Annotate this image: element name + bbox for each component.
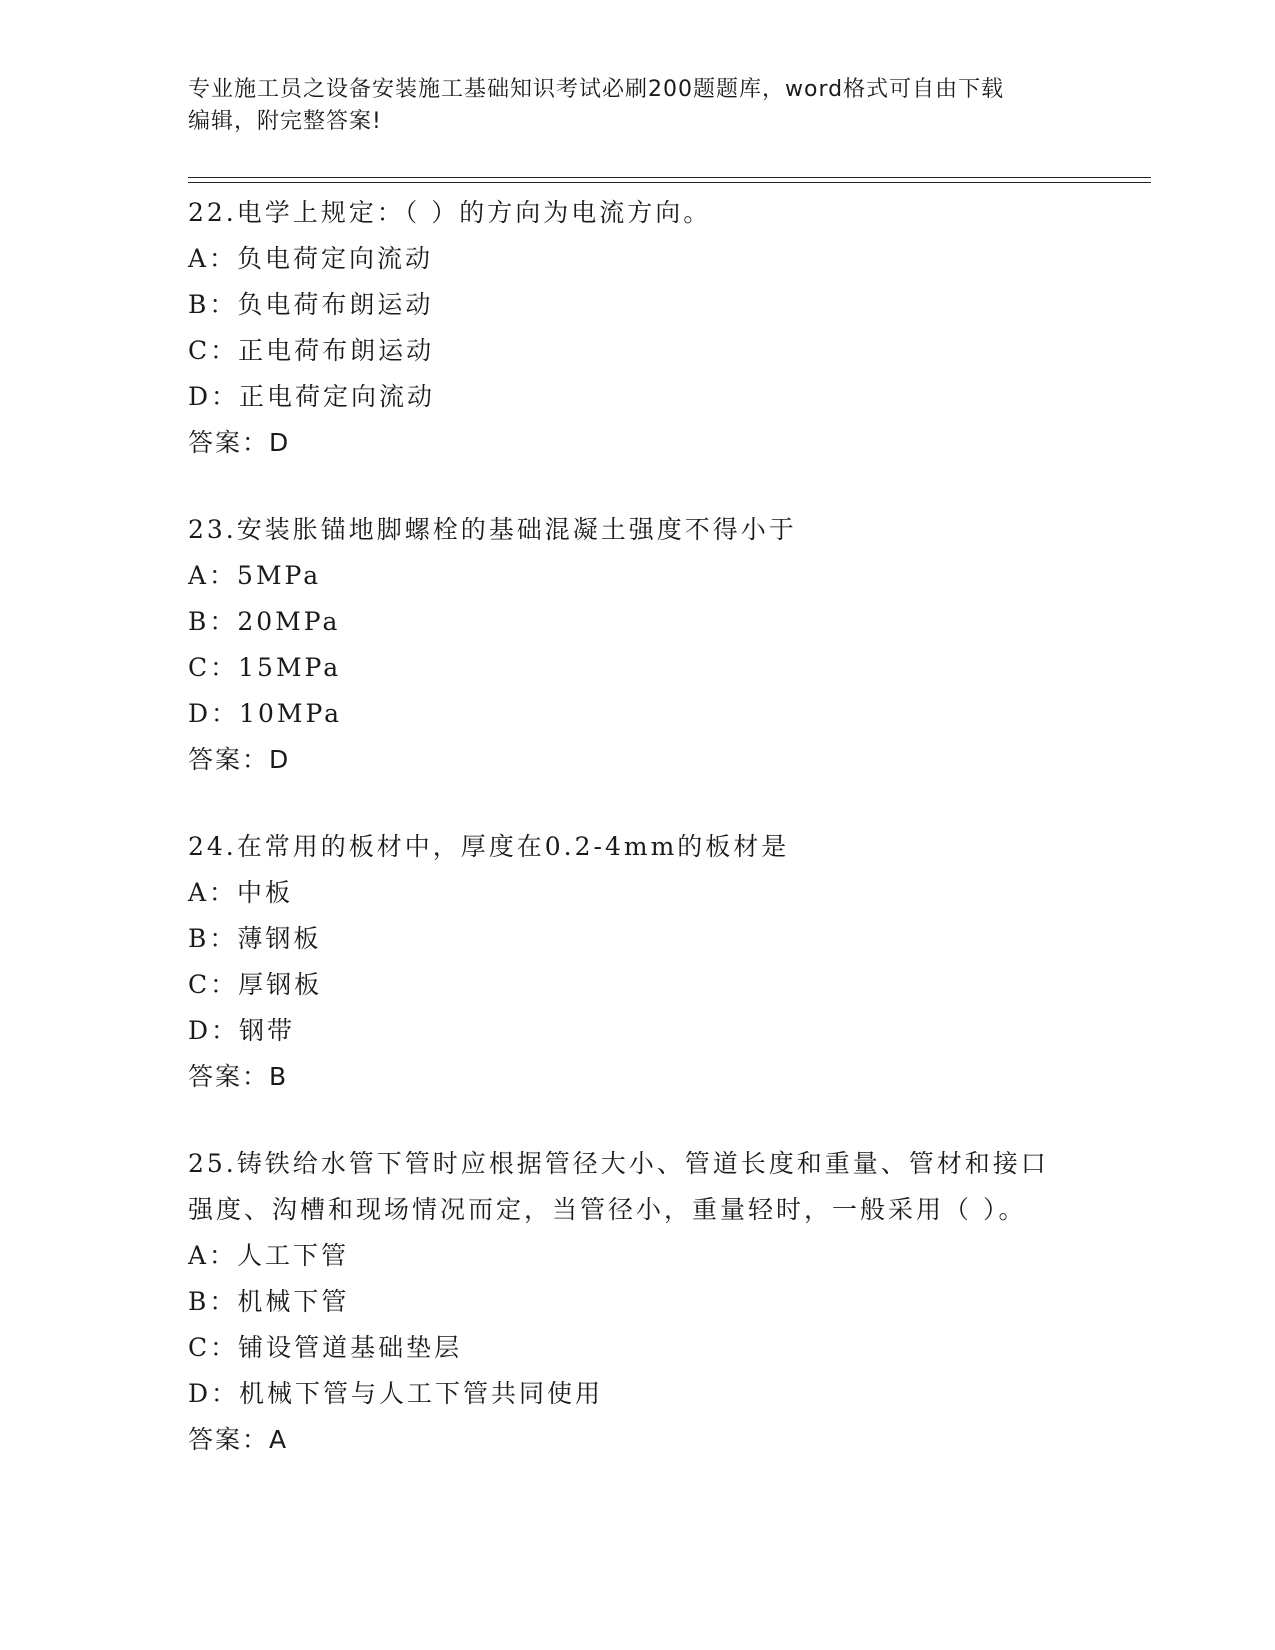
question-stem: 24.在常用的板材中，厚度在0.2-4mm的板材是	[188, 832, 790, 861]
option-a: A：负电荷定向流动	[188, 244, 434, 273]
option-c: C：铺设管道基础垫层	[188, 1333, 463, 1362]
question-stem-line-1: 25.铸铁给水管下管时应根据管径大小、管道长度和重量、管材和接口	[188, 1149, 1049, 1178]
answer-label: 答案：D	[188, 745, 291, 774]
question-spacer	[188, 466, 1148, 507]
question-spacer	[188, 1100, 1148, 1141]
header-divider-top	[188, 177, 1151, 178]
option-a: A：中板	[188, 878, 294, 907]
option-a: A：5MPa	[188, 561, 322, 590]
option-b: B：负电荷布朗运动	[188, 290, 434, 319]
option-b: B：薄钢板	[188, 924, 322, 953]
option-d: D：钢带	[188, 1016, 296, 1045]
option-b: B：机械下管	[188, 1287, 350, 1316]
question-stem: 22.电学上规定：（ ）的方向为电流方向。	[188, 198, 712, 227]
question-25	[188, 1141, 1148, 1463]
option-d: D：正电荷定向流动	[188, 382, 436, 411]
question-22	[188, 190, 1148, 466]
question-stem: 23.安装胀锚地脚螺栓的基础混凝土强度不得小于	[188, 515, 797, 544]
question-24	[188, 824, 1148, 1100]
option-a: A：人工下管	[188, 1241, 350, 1270]
question-23	[188, 507, 1148, 783]
header-title-line-2: 编辑，附完整答案!	[188, 109, 382, 134]
header-title-line-1: 专业施工员之设备安装施工基础知识考试必刷200题题库，word格式可自由下载	[188, 77, 1005, 102]
question-list	[188, 190, 1148, 1463]
document-header	[188, 74, 1088, 138]
option-d: D：10MPa	[188, 699, 343, 728]
answer-label: 答案：B	[188, 1062, 289, 1091]
option-d: D：机械下管与人工下管共同使用	[188, 1379, 604, 1408]
option-b: B：20MPa	[188, 607, 341, 636]
question-spacer	[188, 783, 1148, 824]
option-c: C：15MPa	[188, 653, 342, 682]
option-c: C：正电荷布朗运动	[188, 336, 435, 365]
question-stem-line-2: 强度、沟槽和现场情况而定，当管径小，重量轻时，一般采用（ ）。	[188, 1195, 1027, 1224]
answer-label: 答案：A	[188, 1425, 289, 1454]
option-c: C：厚钢板	[188, 970, 323, 999]
header-divider-bottom	[188, 182, 1151, 183]
answer-label: 答案：D	[188, 428, 291, 457]
